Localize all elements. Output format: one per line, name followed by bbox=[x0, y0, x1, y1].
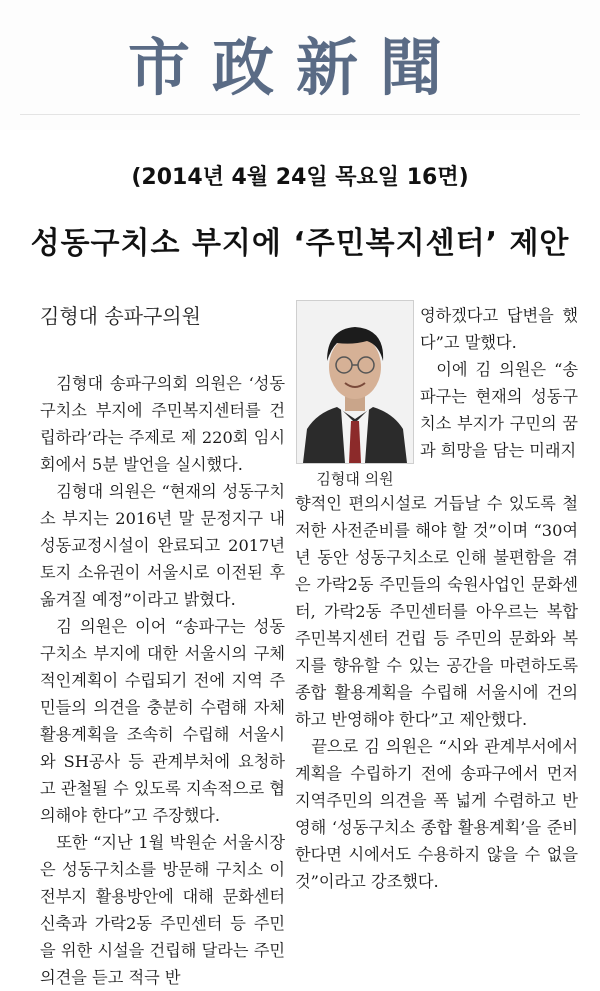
article-paragraph: 김형대 송파구의회 의원은 ‘성동구치소 부지에 주민복지센터를 건립하라’라는 주제로 제 220회 임시회에서 5분 발언을 실시했다. bbox=[40, 374, 285, 474]
article-paragraph: 영하겠다고 답변을 했다”고 말했다. bbox=[420, 306, 578, 352]
article-paragraph: 또한 “지난 1월 박원순 서울시장은 성동구치소를 방문해 구치소 이전부지 활용방안에 대해 문화센터 신축과 가락2동 주민센터 등 주민을 위한 시설을 건립해 달라는 주민의견을 듣고 적극 반 bbox=[40, 833, 285, 987]
article-headline: 성동구치소 부지에 ‘주민복지센터’ 제안 bbox=[30, 226, 570, 261]
article-paragraph: 끝으로 김 의원은 “시와 관계부서에서 계획을 수립하기 전에 송파구에서 먼저 지역주민의 의견을 폭 넓게 수렴하고 반영해 ‘성동구치소 종합 활용계획’을 준비한다면 시에서도 수용하지 않을 수 없을 것”이라고 강조했다. bbox=[295, 737, 578, 891]
article-column-left bbox=[40, 370, 285, 991]
article-byline: 김형대 송파구의원 bbox=[40, 304, 201, 328]
article-column-right-top bbox=[420, 302, 578, 464]
photo-caption: 김형대 의원 bbox=[316, 470, 394, 488]
newspaper-title: 市政新聞 bbox=[128, 31, 465, 104]
article-paragraph: 이에 김 의원은 “송파구는 현재의 성동구치소 부지가 구민의 꿈과 희망을 담는 미래지 bbox=[420, 360, 578, 460]
masthead bbox=[0, 0, 600, 130]
article-paragraph: 김형대 의원은 “현재의 성동구치소 부지는 2016년 말 문정지구 내 성동교정시설이 완료되고 2017년 토지 소유권이 서울시로 이전된 후 옮겨질 예정”이라고 밝혔다. bbox=[40, 482, 285, 609]
portrait-photo bbox=[296, 300, 414, 464]
portrait-photo-icon bbox=[297, 301, 413, 463]
article-paragraph: 김 의원은 이어 “송파구는 성동구치소 부지에 대한 서울시의 구체적인계획이 수립되기 전에 지역 주민들의 의견을 충분히 수렴해 자체 활용계획을 조속히 수립해 서울시와 SH공사 등 관계부처에 요청하고 관철될 수 있도록 지속적으로 협의해야 한다”고 주장했다. bbox=[40, 617, 285, 825]
article-paragraph: 향적인 편의시설로 거듭날 수 있도록 철저한 사전준비를 해야 할 것”이며 “30여년 동안 성동구치소로 인해 불편함을 겪은 가락2동 주민들의 숙원사업인 문화센터, 가락2동 주민센터를 아우르는 복합 주민복지센터 건립 등 주민의 문화와 복지를 향유할 수 있는 공간을 마련하도록 종합 활용계획을 수립해 서울시에 건의하고 반영해야 한다”고 제안했다. bbox=[295, 494, 578, 729]
article-column-right bbox=[295, 490, 578, 895]
masthead-divider bbox=[20, 114, 580, 115]
publication-dateline: (2014년 4월 24일 목요일 16면) bbox=[131, 165, 469, 190]
